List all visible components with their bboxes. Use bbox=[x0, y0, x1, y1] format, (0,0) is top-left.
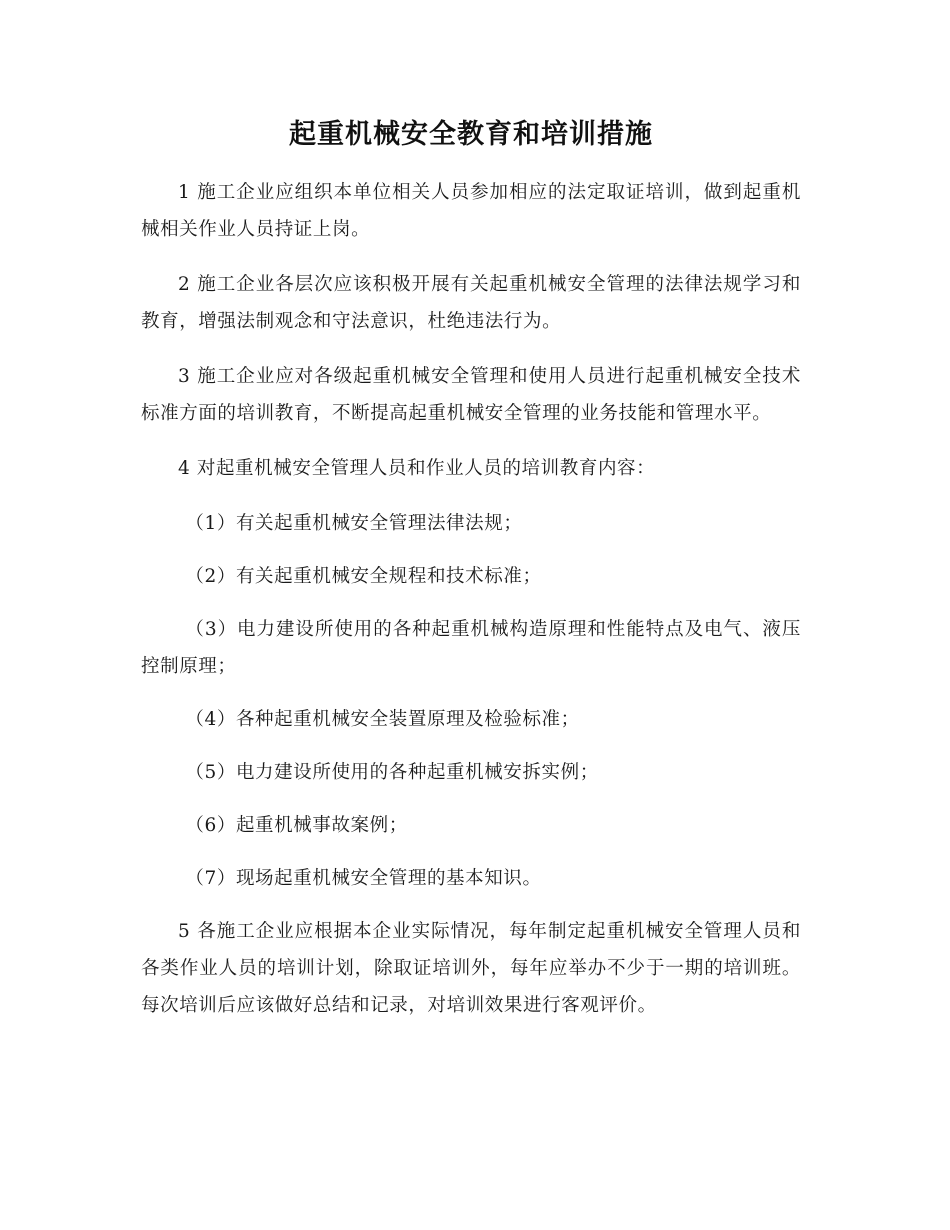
list-item-5: （5）电力建设所使用的各种起重机械安拆实例； bbox=[185, 762, 599, 783]
paragraph-4: 4 对起重机械安全管理人员和作业人员的培训教育内容： bbox=[178, 458, 656, 479]
list-item-2: （2）有关起重机械安全规程和技术标准； bbox=[185, 566, 542, 587]
list-item-4: （4）各种起重机械安全装置原理及检验标准； bbox=[185, 709, 580, 730]
list-item-3: （3）电力建设所使用的各种起重机械构造原理和性能特点及电气、液压控制原理； bbox=[141, 619, 801, 677]
paragraph-3: 3 施工企业应对各级起重机械安全管理和使用人员进行起重机械安全技术标准方面的培训教育，不断提高起重机械安全管理的业务技能和管理水平。 bbox=[141, 366, 801, 424]
list-item-1: （1）有关起重机械安全管理法律法规； bbox=[185, 513, 523, 534]
list-item-7: （7）现场起重机械安全管理的基本知识。 bbox=[185, 868, 542, 889]
paragraph-5: 5 各施工企业应根据本企业实际情况，每年制定起重机械安全管理人员和各类作业人员的培训计划，除取证培训外，每年应举办不少于一期的培训班。每次培训后应该做好总结和记录，对培训效果进行客观评价。 bbox=[141, 921, 801, 1016]
paragraph-2: 2 施工企业各层次应该积极开展有关起重机械安全管理的法律法规学习和教育，增强法制观念和守法意识，杜绝违法行为。 bbox=[141, 274, 801, 332]
document-page bbox=[141, 110, 801, 1042]
paragraph-1: 1 施工企业应组织本单位相关人员参加相应的法定取证培训，做到起重机械相关作业人员持证上岗。 bbox=[141, 182, 801, 240]
list-item-6: （6）起重机械事故案例； bbox=[185, 815, 408, 836]
document-title: 起重机械安全教育和培训措施 bbox=[289, 119, 653, 150]
